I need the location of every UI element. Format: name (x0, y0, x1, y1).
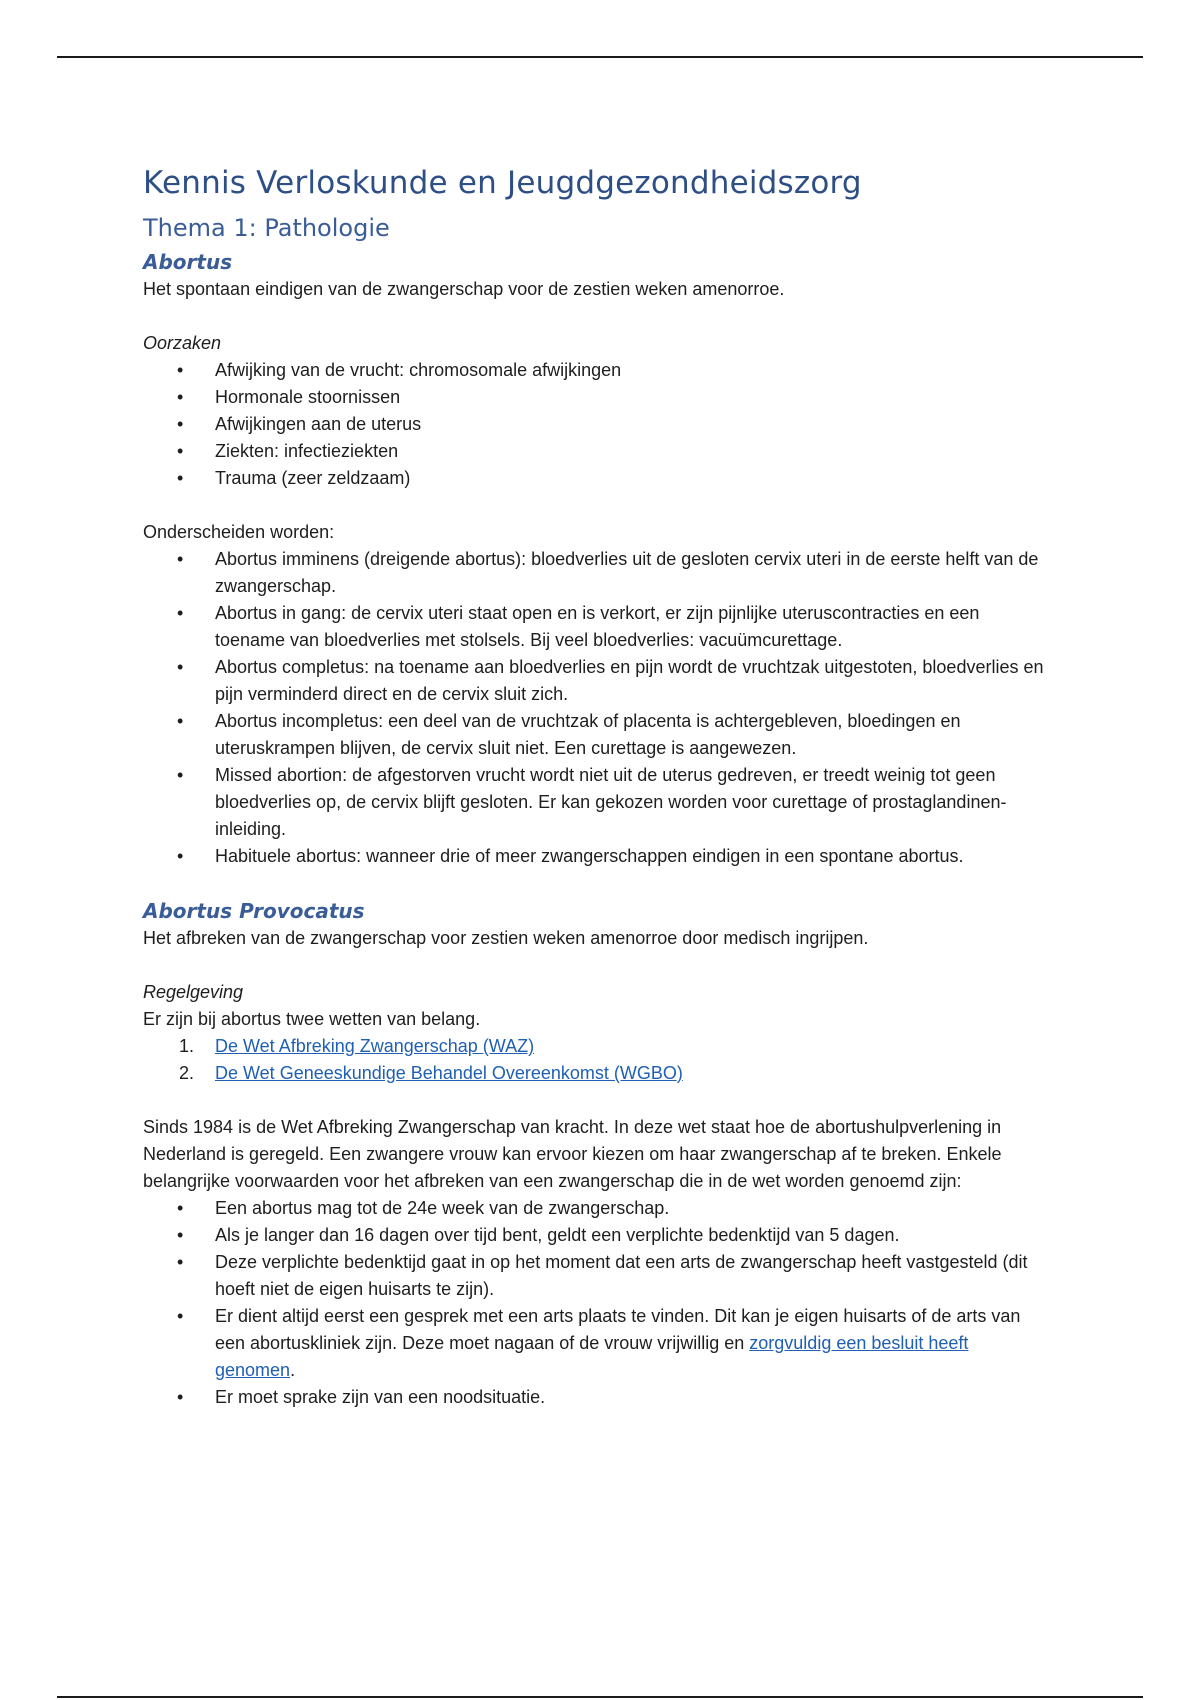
list-item: • Abortus imminens (dreigende abortus): bloedverlies uit de gesloten cervix uteri in de eerste helft van de zwangerschap. (143, 546, 1048, 600)
provocatus-definition: Het afbreken van de zwangerschap voor zestien weken amenorroe door medisch ingrijpen. (143, 928, 869, 948)
law-link-wgbo[interactable]: De Wet Geneeskundige Behandel Overeenkomst (WGBO) (215, 1063, 683, 1083)
list-item: • Als je langer dan 16 dagen over tijd bent, geldt een verplichte bedenktijd van 5 dagen. (143, 1222, 1048, 1249)
list-item: • Er moet sprake zijn van een noodsituatie. (143, 1384, 1048, 1411)
list-item: • Abortus incompletus: een deel van de vruchtzak of placenta is achtergebleven, bloedingen en uteruskrampen blijven, de cervix sluit niet. Een curettage is aangewezen. (143, 708, 1048, 762)
conditions-list (143, 1195, 1048, 1411)
list-item: • Abortus completus: na toename aan bloedverlies en pijn wordt de vruchtzak uitgestoten, bloedverlies en pijn verminderd direct en de cervix sluit zich. (143, 654, 1048, 708)
types-list (143, 546, 1048, 870)
document-title: Kennis Verloskunde en Jeugdgezondheidszorg (143, 165, 862, 201)
list-item: • Afwijking van de vrucht: chromosomale afwijkingen (143, 357, 1048, 384)
list-item (143, 1033, 1048, 1060)
list-item: • Habituele abortus: wanneer drie of meer zwangerschappen eindigen in een spontane abortus. (143, 843, 1048, 870)
theme-heading: Thema 1: Pathologie (143, 214, 390, 242)
list-item: • Ziekten: infectieziekten (143, 438, 1048, 465)
list-item: • Een abortus mag tot de 24e week van de zwangerschap. (143, 1195, 1048, 1222)
header-rule (57, 56, 1143, 58)
rules-label: Regelgeving (143, 982, 244, 1002)
types-label: Onderscheiden worden: (143, 522, 335, 542)
abortus-definition: Het spontaan eindigen van de zwangerschap voor de zestien weken amenorroe. (143, 279, 785, 299)
rules-intro: Er zijn bij abortus twee wetten van belang. (143, 1009, 481, 1029)
besluit-link[interactable]: zorgvuldig een besluit heeft genomen (215, 1333, 969, 1380)
condition-end: . (290, 1360, 296, 1380)
list-item: • Missed abortion: de afgestorven vrucht wordt niet uit de uterus gedreven, er treedt weinig tot geen bloedverlies op, de cervix blijft gesloten. Er kan gekozen worden voor curettage of prostaglandinen-inleiding. (143, 762, 1048, 843)
section-heading-abortus-provocatus: Abortus Provocatus (143, 899, 365, 923)
section-heading-abortus: Abortus (143, 250, 233, 274)
footer-rule (57, 1696, 1143, 1698)
list-number: 2. (179, 1063, 195, 1083)
laws-list (143, 1033, 1048, 1087)
list-item: • Deze verplichte bedenktijd gaat in op het moment dat een arts de zwangerschap heeft vastgesteld (dit hoeft niet de eigen huisarts te zijn). (143, 1249, 1048, 1303)
list-item: • Trauma (zeer zeldzaam) (143, 465, 1048, 492)
document-body (143, 163, 1048, 1411)
list-item (143, 1303, 1048, 1384)
list-item (143, 1060, 1048, 1087)
list-item: • Abortus in gang: de cervix uteri staat open en is verkort, er zijn pijnlijke uteruscontracties en een toename van bloedverlies met stolsels. Bij veel bloedverlies: vacuümcurettage. (143, 600, 1048, 654)
waz-paragraph: Sinds 1984 is de Wet Afbreking Zwangerschap van kracht. In deze wet staat hoe de abortushulpverlening in Nederland is geregeld. Een zwangere vrouw kan ervoor kiezen om haar zwangerschap af te breken. Enkele belangrijke voorwaarden voor het afbreken van een zwangerschap die in de wet worden genoemd zijn: (143, 1117, 1002, 1191)
law-link-waz[interactable]: De Wet Afbreking Zwangerschap (WAZ) (215, 1036, 535, 1056)
condition-text: Er dient altijd eerst een gesprek met een arts plaats te vinden. Dit kan je eigen huisarts of de arts van een abortuskliniek zijn. Deze moet nagaan of de vrouw vrijwillig en (215, 1306, 1021, 1353)
list-number: 1. (179, 1036, 195, 1056)
causes-label: Oorzaken (143, 333, 222, 353)
causes-list (143, 357, 1048, 492)
list-item: • Afwijkingen aan de uterus (143, 411, 1048, 438)
list-item: • Hormonale stoornissen (143, 384, 1048, 411)
